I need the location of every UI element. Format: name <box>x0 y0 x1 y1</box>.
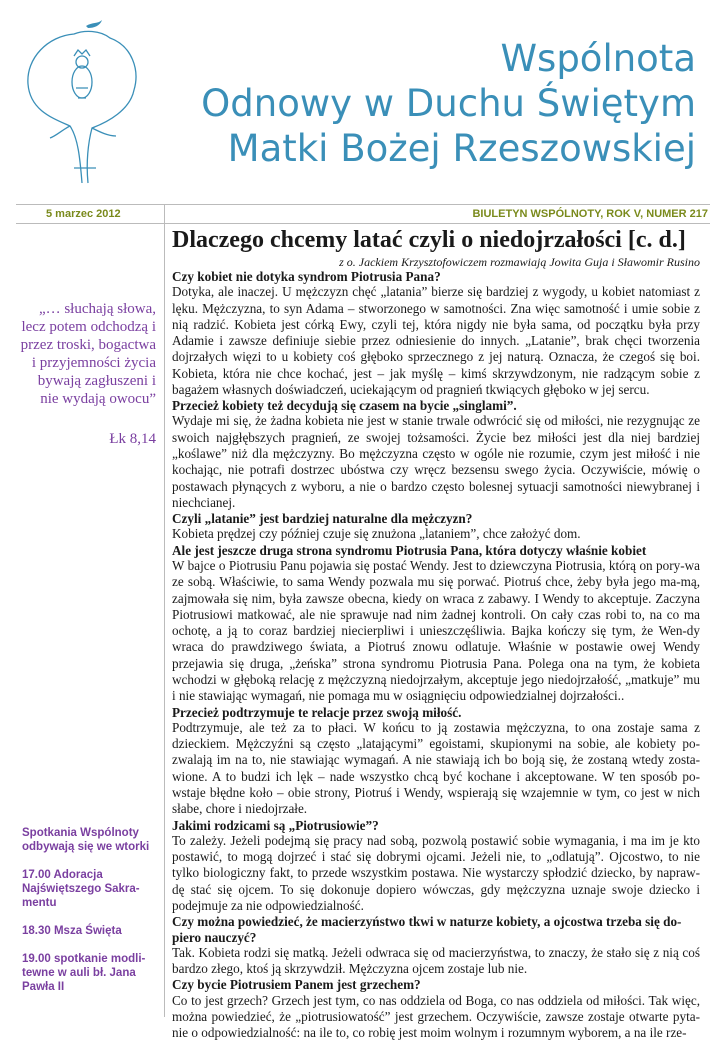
interview-answer: Podtrzymuje, ale też za to płaci. W końcu to ją zostawia mężczyzna, to ona zostaje sama z dzieckiem. Mężczyźni są często „latającymi” egoistami, skupionymi na sobie, ale kobiety po-zwalają im na to, nie stawiając wymagań. A nie stawiają ich bo boją się, że zostaną wtedy zosta-wione. A to budzi ich lęk – nade wszystko chcą być kochane i akceptowane. W ten sposób po-wstaje błędne koło – obie strony, Piotruś i Wendy, wspierają się wzajemnie w tym, co jest w nich słabe, chore i niedojrzałe. <box>172 719 700 817</box>
interview-question: Czy bycie Piotrusiem Panem jest grzechem? <box>172 977 421 993</box>
header-divider-bottom <box>16 223 710 224</box>
title-line: Odnowy w Duchu Świętym <box>201 82 696 125</box>
meeting-schedule <box>22 826 162 1008</box>
quote-line: i przyjemności życia <box>31 355 156 371</box>
article <box>172 226 700 1041</box>
interview-question: Jakimi rodzicami są „Piotrusiowie”? <box>172 817 379 833</box>
interview-question: Przecież podtrzymuje te relacje przez swoją miłość. <box>172 704 462 720</box>
column-divider <box>164 205 165 1017</box>
interview-answer: W bajce o Piotrusiu Panu pojawia się postać Wendy. Jest to dziewczyna Piotrusia, którą on pory-wa ze sobą. Właściwie, to sama Wendy pozwala mu się porwać. Piotruś chce, żeby była jego ma-mą, zajmowała się nim, była zawsze obecna, kiedy on wraca z zabawy. I Wendy to akceptuje. Zaczyna Piotrusiowi matkować, ale nie sprawuje nad nim żadnej kontroli. On cały czas robi to, na co ma ochotę, a ją to coraz bardziej niecierpliwi i unieszczęśliwia. Bajka kończy się tym, że Wen-dy wraca do prawdziwego świata, a Piotruś znowu odlatuje. Właśnie w postawie owej Wendy przejawia się druga, „żeńska” strona syndromu Piotrusia Pana. Polega ona na tym, że kobieta wchodzi w głęboką relację z mężczyzną niedojrzałym, akceptuje jego niedojrzałość, „matkuje” mu i nie stawiając wymagań, nie pomaga mu w osiągnięciu odpowiedzialnej dojrzałości.. <box>172 557 700 704</box>
interview-answer: To zależy. Jeżeli podejmą się pracy nad sobą, pozwolą postawić sobie wymagania, i ma im je kto postawić, to mogą dojrzeć i stać się dobrymi ojcami. Jeżeli nie, to „odlatują”. Ojcostwo, to nie tylko biologiczny fakt, to przede wszystkim postawa. Nie wystarczy spłodzić dziecko, by napraw-dę stać się ojcem. To się dokonuje dopiero wówczas, gdy mężczyzna uznaje swoje dziecko i podejmuje za nie odpowiedzialność. <box>172 832 700 914</box>
quote-line: nie wydają owocu” <box>40 391 156 407</box>
issue-number: BIULETYN WSPÓLNOTY, ROK V, NUMER 217 <box>472 208 708 220</box>
schedule-item: 18.30 Msza Święta <box>22 925 122 937</box>
schedule-item: 17.00 Adoracja Najświętszego Sakra-mentu <box>22 869 140 909</box>
article-body <box>172 269 700 1041</box>
quote-line: przez troski, bogactwa <box>20 337 156 353</box>
interview-answer: Co to jest grzech? Grzech jest tym, co nas oddziela od Boga, co nas oddziela od miłości. Tak więc, można powiedzieć, że „piotrusiowatość” jest grzechem. Oczywiście, zawsze zostaje otwarte pyta-nie o odpowiedzialność: na ile to, co robię jest moim wolnym i rozumnym wyborem, a na ile rze- <box>172 992 700 1041</box>
community-logo-icon <box>22 18 142 188</box>
schedule-item: Spotkania Wspólnoty odbywają się we wtorki <box>22 827 150 853</box>
scripture-quote <box>20 300 156 448</box>
interview-question: Czy można powiedzieć, że macierzyństwo tkwi w naturze kobiety, a ojcostwa trzeba się do-piero nauczyć? <box>172 914 682 945</box>
publication-title <box>186 36 696 171</box>
interview-question: Czyli „latanie” jest bardziej naturalne dla mężczyzn? <box>172 511 473 527</box>
interview-answer: Dotyka, ale inaczej. U mężczyzn chęć „latania” bierze się bardziej z wygody, u kobiet natomiast z lęku. Mężczyzna, to syn Adama – stworzonego w samotności. Zna więc samotność i umie sobie z nią radzić. Kobieta jest córką Ewy, czyli tej, która nigdy nie była sama, od początku była przy Adamie i zawsze definiuje siebie przez odniesienie do innych. „Latanie”, brak chęci tworzenia dojrzałych więzi to u kobiety coś głęboko sprzecznego z jej naturą. Oznacza, że czegoś się boi. Kobieta, która nie chce kochać, jest – jak myślę – kimś skrzywdzonym, nie radzącym sobie z bagażem własnych doświadczeń, uciekającym od pragnień tkwiących głęboko w jej sercu. <box>172 284 700 397</box>
article-byline: z o. Jackiem Krzysztofowiczem rozmawiają Jowita Guja i Sławomir Rusino <box>339 255 700 269</box>
issue-bar <box>16 205 710 223</box>
article-title: Dlaczego chcemy latać czyli o niedojrzałości [c. d.] <box>172 227 686 253</box>
interview-answer: Wydaje mi się, że żadna kobieta nie jest w stanie trwale odwrócić się od miłości, nie rezygnując ze swoich najgłębszych pragnień, ze swojej tożsamości. Życie bez miłości jest dla niej bardziej „koślawe” niż dla mężczyzny. Bo mężczyzna często w ogóle nie rozumie, czym jest miłość i nie kochając, nie potrafi dostrzec ubóstwa czy wręcz bezsensu swego życia. Oczywiście, mówię o postawach płynących z wyboru, a nie o bardzo często bolesnej sytuacji samotności niewybranej i niechcianej. <box>172 413 700 510</box>
issue-date: 5 marzec 2012 <box>46 208 121 220</box>
quote-line: bywają zagłuszeni i <box>37 373 156 389</box>
interview-answer: Tak. Kobieta rodzi się matką. Jeżeli odwraca się od macierzyństwa, to znaczy, że stało się z nią coś bardzo złego, ktoś ją skrzywdził. Mężczyzna ojcem zostaje lub nie. <box>172 944 700 977</box>
interview-question: Przecież kobiety też decydują się czasem na bycie „singlami”. <box>172 398 517 414</box>
title-line: Matki Bożej Rzeszowskiej <box>227 127 696 170</box>
interview-question: Czy kobiet nie dotyka syndrom Piotrusia Pana? <box>172 269 441 284</box>
schedule-item: 19.00 spotkanie modli-tewne w auli bł. Jana Pawła II <box>22 953 146 993</box>
interview-question: Ale jest jeszcze druga strona syndromu Piotrusia Pana, która dotyczy właśnie kobiet <box>172 542 647 558</box>
quote-line: „… słuchają słowa, <box>38 301 156 317</box>
title-line: Wspólnota <box>500 37 696 80</box>
quote-line: lecz potem odchodzą i <box>21 319 156 335</box>
quote-reference: Łk 8,14 <box>109 431 156 447</box>
interview-answer: Kobieta prędzej czy później czuje się znużona „lataniem”, chce założyć dom. <box>172 526 581 542</box>
